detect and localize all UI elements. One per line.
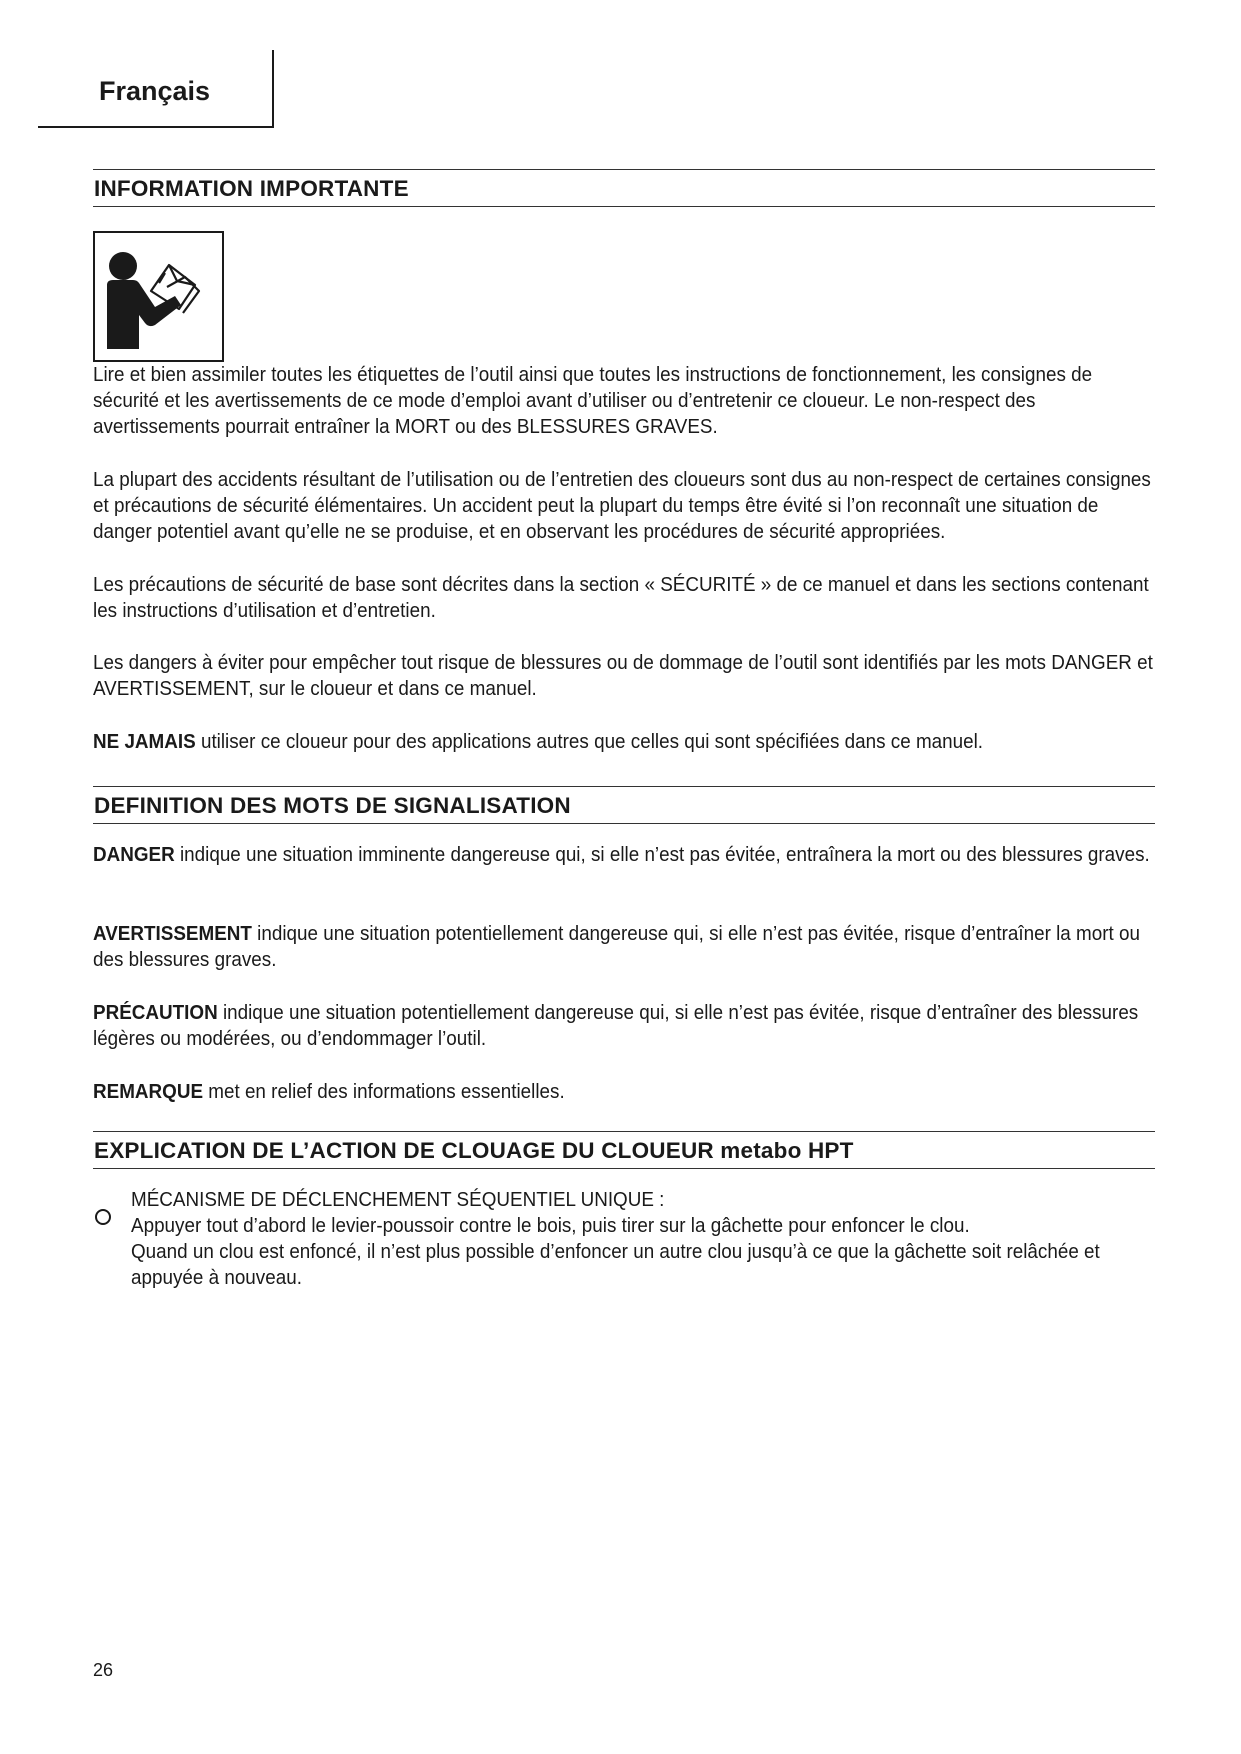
bullet-line-2: Quand un clou est enfoncé, il n’est plus possible d’enfoncer un autre clou jusqu’à ce que la gâchette soit relâchée et appuyée à nouveau. xyxy=(131,1240,1100,1289)
definition-danger xyxy=(93,842,1160,868)
definition-note xyxy=(93,1079,1160,1105)
page-number: 26 xyxy=(93,1660,114,1680)
section-header-signal-words: DEFINITION DES MOTS DE SIGNALISATION xyxy=(93,786,1155,824)
paragraph-never xyxy=(93,729,1160,755)
definition-warning-text: indique une situation potentiellement dangereuse qui, si elle n’est pas évitée, risque d’entraîner la mort ou des blessures graves. xyxy=(93,922,1140,971)
bullet-mechanism xyxy=(131,1187,1161,1291)
never-text: utiliser ce cloueur pour des applications autres que celles qui sont spécifiées dans ce manuel. xyxy=(195,730,984,753)
definition-warning xyxy=(93,921,1160,973)
never-label: NE JAMAIS xyxy=(93,730,196,753)
language-label: Français xyxy=(99,76,211,106)
term-remarque: REMARQUE xyxy=(93,1080,204,1103)
definition-note-text: met en relief des informations essentielles. xyxy=(203,1080,565,1103)
term-precaution: PRÉCAUTION xyxy=(93,1001,218,1024)
bullet-heading: MÉCANISME DE DÉCLENCHEMENT SÉQUENTIEL UNIQUE : xyxy=(131,1188,665,1211)
read-manual-icon xyxy=(93,231,224,362)
paragraph-read-instructions: Lire et bien assimiler toutes les étiquettes de l’outil ainsi que toutes les instructions de fonctionnement, les consignes de sécurité et les avertissements de ce mode d’emploi avant d’utiliser ou d’entretenir ce cloueur. Le non-respect des avertissements pourrait entraîner la MORT ou des BLESSURES GRAVES. xyxy=(93,363,1093,438)
definition-caution xyxy=(93,1000,1160,1052)
term-avertissement: AVERTISSEMENT xyxy=(93,922,252,945)
bullet-line-1: Appuyer tout d’abord le levier-poussoir contre le bois, puis tirer sur la gâchette pour enfoncer le clou. xyxy=(131,1214,970,1237)
paragraph-basic-precautions: Les précautions de sécurité de base sont décrites dans la section « SÉCURITÉ » de ce manuel et dans les sections contenant les instructions d’utilisation et d’entretien. xyxy=(93,573,1149,622)
bullet-circle-icon xyxy=(95,1209,111,1225)
term-danger: DANGER xyxy=(93,843,175,866)
definition-caution-text: indique une situation potentiellement dangereuse qui, si elle n’est pas évitée, risque d’entraîner des blessures légères ou modérées, ou d’endommager l’outil. xyxy=(93,1001,1139,1050)
definition-danger-text: indique une situation imminente dangereuse qui, si elle n’est pas évitée, entraînera la mort ou des blessures graves. xyxy=(174,843,1150,866)
paragraph-accidents: La plupart des accidents résultant de l’utilisation ou de l’entretien des cloueurs sont dus au non-respect de certaines consignes et précautions de sécurité élémentaires. Un accident peut la plupart du temps être évité si l’on reconnaît une situation de danger potentiel avant qu’elle ne se produise, et en observant les procédures de sécurité appropriées. xyxy=(93,468,1151,543)
section-header-information: INFORMATION IMPORTANTE xyxy=(93,169,1155,207)
paragraph-dangers: Les dangers à éviter pour empêcher tout risque de blessures ou de dommage de l’outil sont identifiés par les mots DANGER et AVERTISSEMENT, sur le cloueur et dans ce manuel. xyxy=(93,651,1153,700)
section-header-nailing-action: EXPLICATION DE L’ACTION DE CLOUAGE DU CLOUEUR metabo HPT xyxy=(93,1131,1155,1169)
language-tab xyxy=(38,50,274,128)
